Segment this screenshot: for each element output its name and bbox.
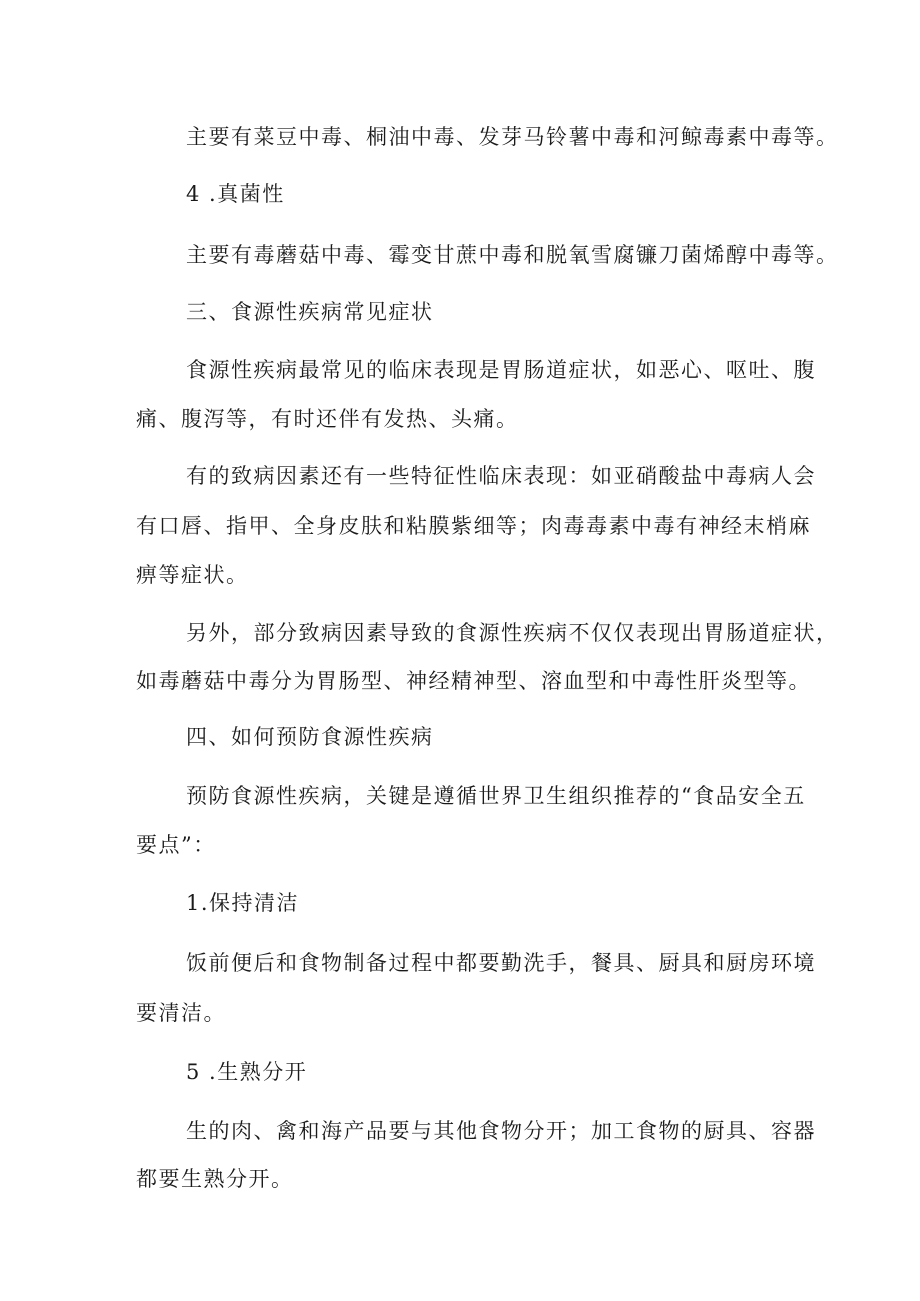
paragraph-line: 饭前便后和食物制备过程中都要勤洗手，餐具、厨具和厨房环境 — [186, 951, 816, 975]
section-heading: 四、如何预防食源性疾病 — [186, 725, 434, 749]
section-heading: 4 .真菌性 — [186, 182, 285, 206]
paragraph-line: 生的肉、禽和海产品要与其他食物分开；加工食物的厨具、容器 — [186, 1119, 816, 1143]
paragraph-line: 如毒蘑菇中毒分为胃肠型、神经精神型、溶血型和中毒性肝炎型等。 — [136, 669, 811, 693]
paragraph-line: 痛、腹泻等，有时还伴有发热、头痛。 — [136, 407, 519, 431]
paragraph-line: 痹等症状。 — [136, 563, 249, 587]
paragraph-line: 要清洁。 — [136, 1001, 226, 1025]
paragraph-line: 主要有菜豆中毒、桐油中毒、发芽马铃薯中毒和河鲸毒素中毒等。 — [186, 125, 839, 149]
paragraph-line: 另外，部分致病因素导致的食源性疾病不仅仅表现出胃肠道症状， — [186, 621, 839, 645]
section-heading: 5 .生熟分开 — [186, 1060, 308, 1084]
paragraph-line: 食源性疾病最常见的临床表现是胃肠道症状，如恶心、呕吐、腹 — [186, 358, 816, 382]
paragraph-line: 要点”： — [136, 833, 216, 857]
section-heading: 1.保持清洁 — [186, 891, 300, 915]
paragraph-line: 有口唇、指甲、全身皮肤和粘膜紫细等；肉毒毒素中毒有神经末梢麻 — [136, 514, 811, 538]
paragraph-line: 预防食源性疾病，关键是遵循世界卫生组织推荐的“食品安全五 — [186, 784, 806, 808]
paragraph-line: 有的致病因素还有一些特征性临床表现：如亚硝酸盐中毒病人会 — [186, 464, 816, 488]
section-heading: 三、食源性疾病常见症状 — [186, 300, 434, 324]
paragraph-line: 主要有毒蘑菇中毒、霉变甘蔗中毒和脱氧雪腐镰刀菌烯醇中毒等。 — [186, 243, 839, 267]
paragraph-line: 都要生熟分开。 — [136, 1167, 294, 1191]
